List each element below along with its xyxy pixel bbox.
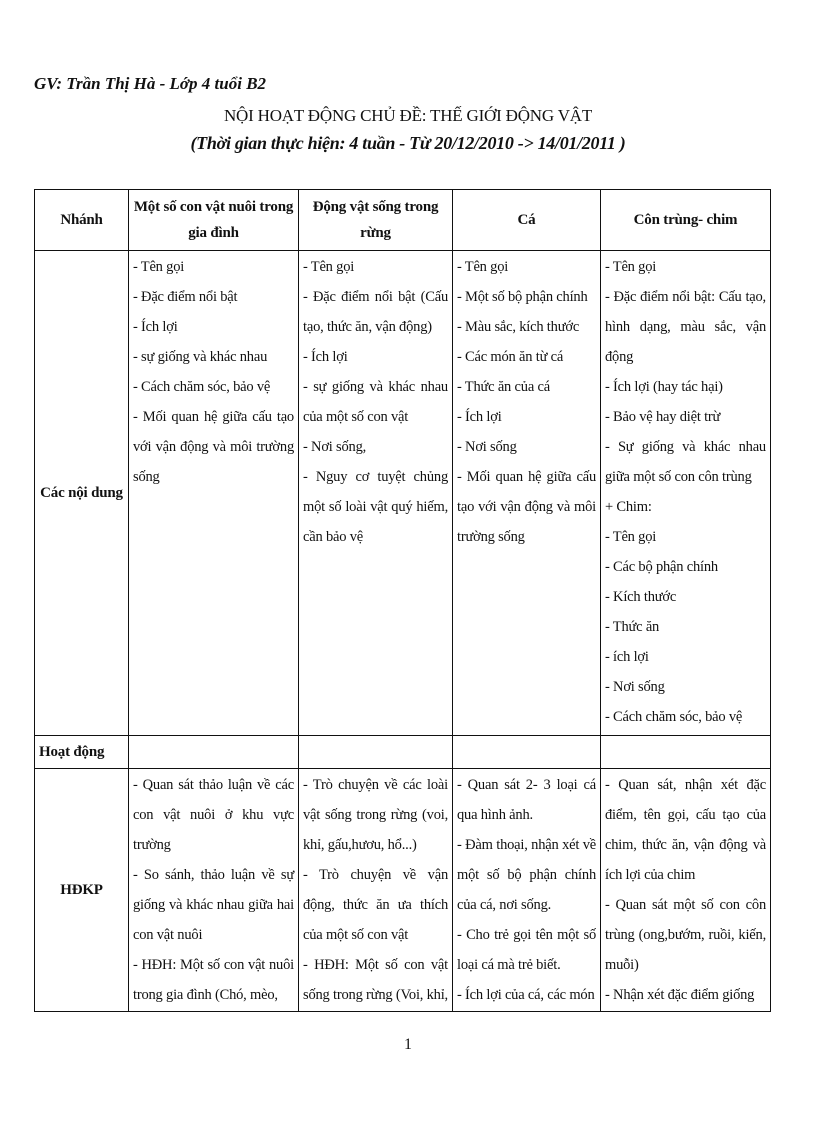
- cell-hdkp-insects-birds: [601, 769, 771, 1012]
- cell-line: - Nhận xét đặc điểm giống: [605, 987, 755, 1003]
- cell-line: - Trò chuyện về các loài vật sống trong rừng (voi, khỉ, gấu,hươu, hổ...): [303, 777, 448, 853]
- cell-line: - HĐH: Một số con vật nuôi trong gia đình (Chó, mèo,: [133, 957, 294, 1003]
- document-subtitle: (Thời gian thực hiện: 4 tuần - Từ 20/12/2010 -> 14/01/2011 ): [190, 133, 626, 153]
- cell-hdkp-domestic: [129, 769, 299, 1012]
- row-label-contents: Các nội dung: [35, 251, 129, 736]
- cell-line: - Sự giống và khác nhau giữa một số con côn trùng: [605, 439, 766, 485]
- cell-line: - sự giống và khác nhau: [133, 349, 268, 365]
- table-header-row: [35, 190, 771, 251]
- cell-contents-fish: [453, 251, 601, 736]
- cell-contents-forest: [299, 251, 453, 736]
- cell-line: - Đặc điểm nổi bật: [133, 289, 238, 305]
- cell-activities-empty-4: [601, 736, 771, 769]
- cell-line: - Trò chuyện về vận động, thức ăn ưa thích của một số con vật: [303, 867, 448, 943]
- table-row-hdkp: [35, 769, 771, 1012]
- column-header-branch: Nhánh: [35, 190, 129, 251]
- table-row-activities: [35, 736, 771, 769]
- cell-hdkp-fish: [453, 769, 601, 1012]
- cell-line: - Quan sát, nhận xét đặc điểm, tên gọi, cấu tạo của chim, thức ăn, vận động và ích lợi của chim: [605, 777, 766, 883]
- cell-line: - Ích lợi: [457, 409, 502, 425]
- cell-line: - Ích lợi: [133, 319, 178, 335]
- cell-line: - Cách chăm sóc, bảo vệ: [133, 379, 271, 395]
- cell-hdkp-forest: [299, 769, 453, 1012]
- cell-line: - HĐH: Một số con vật sống trong rừng (Voi, khỉ,: [303, 957, 448, 1003]
- cell-line: - Kích thước: [605, 589, 677, 605]
- cell-contents-domestic: [129, 251, 299, 736]
- cell-line: - Màu sắc, kích thước: [457, 319, 580, 335]
- cell-activities-empty-1: [129, 736, 299, 769]
- cell-line: - Ích lợi của cá, các món: [457, 987, 595, 1003]
- cell-activities-empty-2: [299, 736, 453, 769]
- cell-line: - Các món ăn từ cá: [457, 349, 564, 365]
- cell-line: - Bảo vệ hay diệt trừ: [605, 409, 721, 425]
- row-label-hdkp: HĐKP: [35, 769, 129, 1012]
- cell-line: - Ích lợi: [303, 349, 348, 365]
- cell-line: - Cho trẻ gọi tên một số loại cá mà trẻ biết.: [457, 927, 596, 973]
- cell-line: - Ích lợi (hay tác hại): [605, 379, 723, 395]
- table-row-contents: [35, 251, 771, 736]
- cell-line: - Tên gọi: [605, 529, 657, 545]
- cell-contents-insects-birds: [601, 251, 771, 736]
- cell-line: - Quan sát một số con côn trùng (ong,bướm, ruồi, kiến, muỗi): [605, 897, 766, 973]
- cell-line: + Chim:: [605, 499, 652, 515]
- cell-line: - Thức ăn của cá: [457, 379, 550, 395]
- column-header-domestic-animals: Một số con vật nuôi trong gia đình: [129, 190, 299, 251]
- column-header-insects-birds: Côn trùng- chim: [601, 190, 771, 251]
- cell-line: - Một số bộ phận chính: [457, 289, 588, 305]
- cell-line: - Nơi sống: [605, 679, 665, 695]
- document-title: NỘI HOẠT ĐỘNG CHỦ ĐỀ: THẾ GIỚI ĐỘNG VẬT: [223, 106, 593, 125]
- cell-line: - So sánh, thảo luận về sự giống và khác nhau giữa hai con vật nuôi: [133, 867, 294, 943]
- cell-line: - Tên gọi: [605, 259, 657, 275]
- cell-line: - Thức ăn: [605, 619, 660, 635]
- cell-activities-empty-3: [453, 736, 601, 769]
- cell-line: - Nguy cơ tuyệt chủng một số loài vật quý hiếm, cần bảo vệ: [303, 469, 448, 545]
- cell-line: - Quan sát 2- 3 loại cá qua hình ảnh.: [457, 777, 596, 823]
- cell-line: - Nơi sống,: [303, 439, 367, 455]
- cell-line: - Quan sát thảo luận về các con vật nuôi ở khu vực trường: [133, 777, 294, 853]
- column-header-forest-animals: Động vật sống trong rừng: [299, 190, 453, 251]
- cell-line: - Cách chăm sóc, bảo vệ: [605, 709, 743, 725]
- cell-line: - Tên gọi: [133, 259, 185, 275]
- column-header-fish: Cá: [453, 190, 601, 251]
- cell-line: - Mối quan hệ giữa cấu tạo với vận động và môi trường sống: [457, 469, 596, 545]
- cell-line: - sự giống và khác nhau của một số con vật: [303, 379, 448, 425]
- cell-line: - Tên gọi: [303, 259, 355, 275]
- page-number: 1: [404, 1036, 412, 1053]
- cell-line: - Đặc điểm nổi bật (Cấu tạo, thức ăn, vận động): [303, 289, 448, 335]
- cell-line: - Nơi sống: [457, 439, 517, 455]
- cell-line: - Đặc điểm nổi bật: Cấu tạo, hình dạng, màu sắc, vận động: [605, 289, 766, 365]
- row-label-activities: Hoạt động: [35, 736, 129, 769]
- cell-line: - Tên gọi: [457, 259, 509, 275]
- activity-plan-table: [34, 189, 771, 1012]
- cell-line: - ích lợi: [605, 649, 649, 665]
- cell-line: - Các bộ phận chính: [605, 559, 718, 575]
- cell-line: - Mối quan hệ giữa cấu tạo với vận động và môi trường sống: [133, 409, 294, 485]
- cell-line: - Đàm thoại, nhận xét về một số bộ phận chính của cá, nơi sống.: [457, 837, 596, 913]
- author-line: GV: Trần Thị Hà - Lớp 4 tuổi B2: [34, 74, 267, 93]
